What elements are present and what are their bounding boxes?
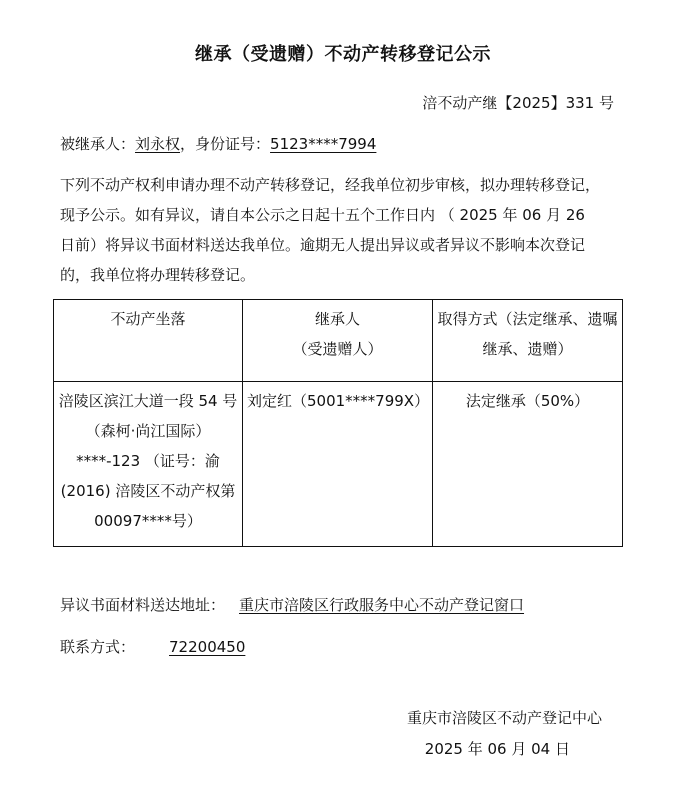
objection-address-value: 重庆市涪陵区行政服务中心不动产登记窗口 [239, 596, 525, 614]
issuer-name: 重庆市涪陵区不动产登记中心 [406, 709, 602, 727]
contact-phone: 72200450 [169, 638, 246, 656]
registration-table [53, 299, 623, 547]
notice-line: 下列不动产权利申请办理不动产转移登记，经我单位初步审核，拟办理转移登记， [60, 176, 601, 194]
notice-paragraph [60, 170, 620, 290]
header-heir-line1: 继承人 [314, 310, 360, 328]
notice-line: 现予公示。如有异议，请自本公示之日起十五个工作日内 （ 2025 年 06 月 26 [60, 206, 585, 224]
decedent-id-number: 5123****7994 [270, 135, 377, 153]
cell-location: 涪陵区滨江大道一段 54 号（森柯·尚江国际） ****-123 （证号：渝 (2016) 涪陵区不动产权第 00097****号） [54, 382, 243, 547]
issue-date: 2025 年 06 月 04 日 [424, 740, 570, 758]
decedent-name: 刘永权 [135, 135, 181, 153]
cell-acquisition: 法定继承（50%） [433, 382, 623, 547]
notice-line: 日前）将异议书面材料送达我单位。逾期无人提出异议或者异议不影响本次登记 [60, 236, 586, 254]
objection-address-label: 异议书面材料送达地址： [60, 596, 226, 614]
decedent-label: 被继承人： [60, 135, 136, 153]
header-location: 不动产坐落 [54, 300, 243, 382]
decedent-info [60, 133, 376, 154]
header-heir-line2: （受遗赠人） [292, 340, 383, 358]
page-title: 继承（受遗赠）不动产转移登记公示 [195, 44, 491, 65]
contact-info [60, 636, 245, 657]
id-number-label: ，身份证号： [180, 135, 271, 153]
cell-heir: 刘定红（5001****799X） [243, 382, 433, 547]
header-heir [243, 300, 433, 382]
header-acquisition: 取得方式（法定继承、遗嘱继承、遗赠） [433, 300, 623, 382]
contact-label: 联系方式： [60, 638, 136, 656]
objection-address [60, 594, 524, 615]
table-header-row [54, 300, 623, 382]
notice-line: 的，我单位将办理转移登记。 [60, 266, 256, 284]
document-number: 涪不动产继【2025】331 号 [422, 94, 614, 112]
table-row [54, 382, 623, 547]
